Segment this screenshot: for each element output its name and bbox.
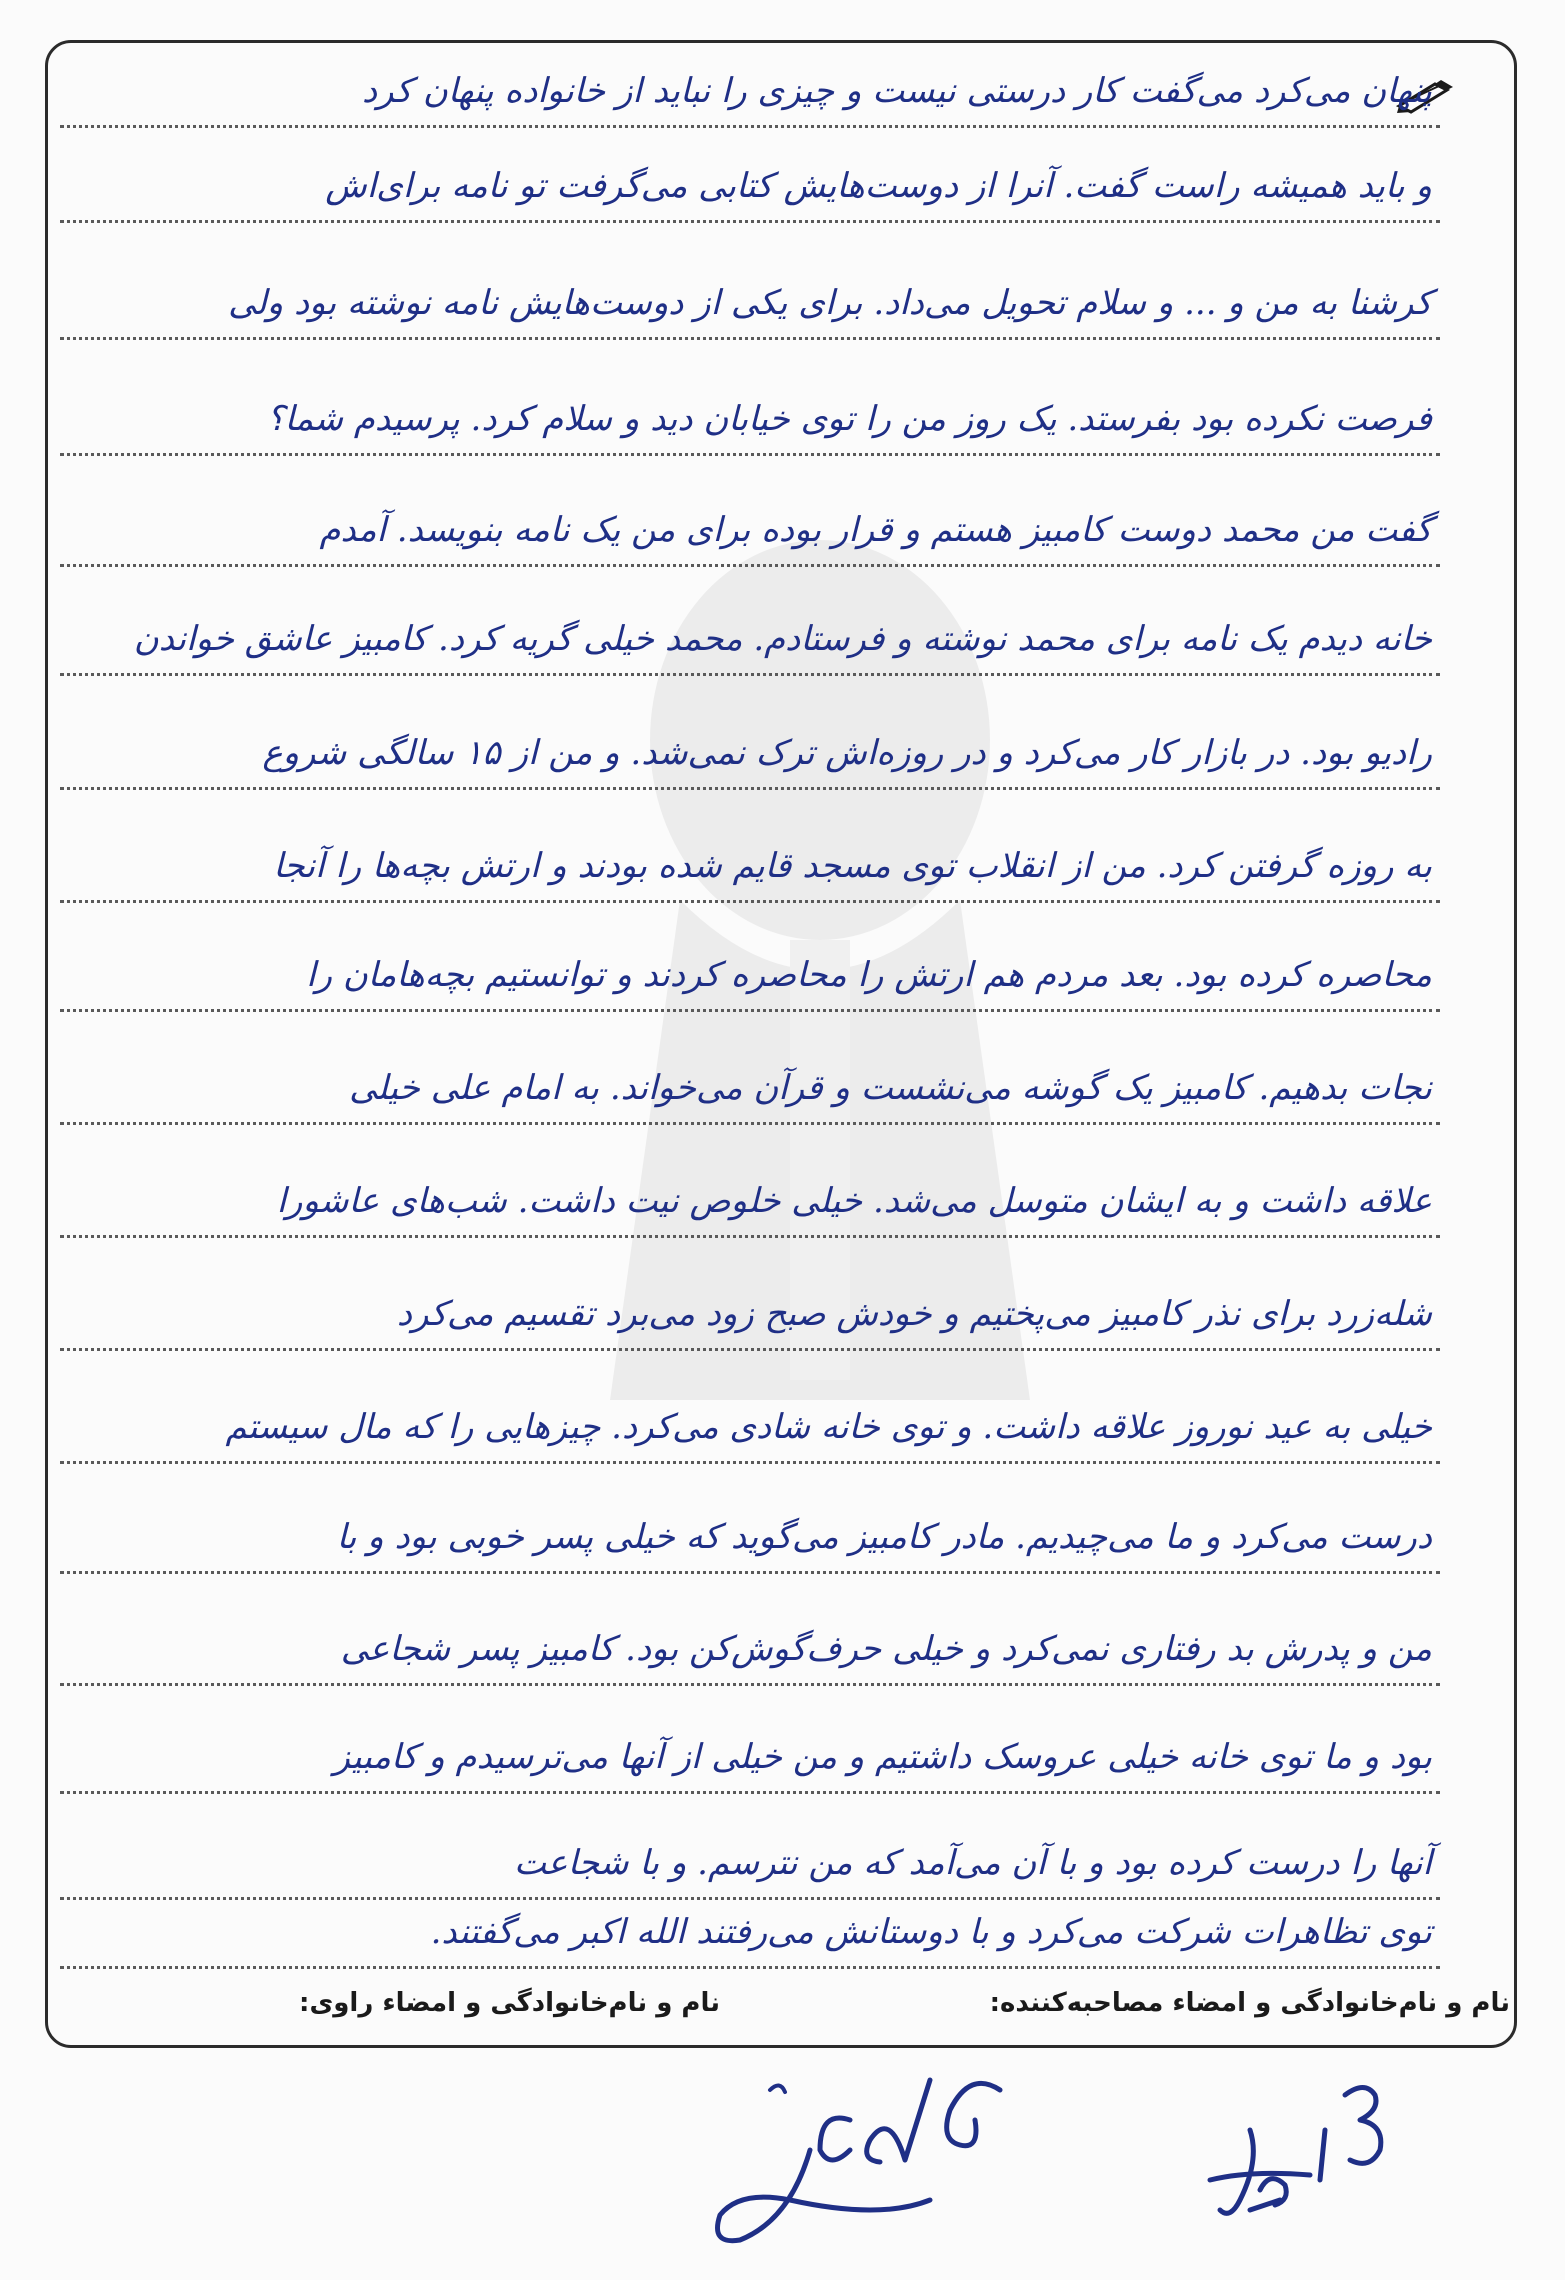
line-text: بود و ما توی خانه خیلی عروسک داشتیم و من خیلی از آنها می‌ترسیدم و کامبیز	[333, 1737, 1432, 1777]
line-text: شله‌زرد برای نذر کامبیز می‌پختیم و خودش صبح زود می‌برد تقسیم می‌کرد	[396, 1294, 1432, 1334]
line-text: نجات بدهیم. کامبیز یک گوشه می‌نشست و قرآن می‌خواند. به امام علی خیلی	[349, 1068, 1432, 1108]
line-text: به روزه گرفتن کرد. من از انقلاب توی مسجد قایم شده بودند و ارتش بچه‌ها را آنجا	[273, 846, 1432, 886]
text-line	[60, 1039, 1440, 1125]
text-line	[60, 926, 1440, 1012]
line-text: محاصره کرده بود. بعد مردم هم ارتش را محاصره کردند و توانستیم بچه‌هامان را	[306, 955, 1432, 995]
text-line	[60, 370, 1440, 456]
line-text: خیلی به عید نوروز علاقه داشت. و توی خانه شادی می‌کرد. چیزهایی را که مال سیستم	[225, 1407, 1432, 1447]
text-line	[60, 1708, 1440, 1794]
text-line	[60, 1883, 1440, 1969]
line-text: گفت من محمد دوست کامبیز هستم و قرار بوده برای من یک نامه بنویسد. آمدم	[319, 510, 1432, 550]
text-line	[60, 704, 1440, 790]
line-text: کرشنا به من و ... و سلام تحویل می‌داد. برای یکی از دوست‌هایش نامه نوشته بود ولی	[228, 283, 1432, 323]
signature-labels	[60, 1988, 1510, 2032]
line-text: خانه دیدم یک نامه برای محمد نوشته و فرستادم. محمد خیلی گریه کرد. کامبیز عاشق خواندن	[133, 619, 1432, 659]
text-line	[60, 137, 1440, 223]
handwritten-text-area	[60, 0, 1440, 2000]
line-text: آنها را درست کرده بود و با آن می‌آمد که من نترسم. و با شجاعت	[514, 1843, 1432, 1883]
narrator-signature-label: نام و نام‌خانوادگی و امضاء راوی:	[299, 1988, 720, 2018]
text-line	[60, 42, 1440, 128]
text-line	[60, 1265, 1440, 1351]
text-line	[60, 1152, 1440, 1238]
line-text: درست می‌کرد و ما می‌چیدیم. مادر کامبیز می‌گوید که خیلی پسر خوبی بود و با	[336, 1517, 1432, 1557]
text-line	[60, 1488, 1440, 1574]
text-line	[60, 1600, 1440, 1686]
line-text: فرصت نکرده بود بفرستد. یک روز من را توی خیابان دید و سلام کرد. پرسیدم شما؟	[266, 399, 1432, 439]
narrator-signature	[1190, 2060, 1410, 2250]
line-text: و باید همیشه راست گفت. آنرا از دوست‌هایش کتابی می‌گرفت تو نامه برای‌اش	[325, 166, 1432, 206]
line-text: رادیو بود. در بازار کار می‌کرد و در روزه‌اش ترک نمی‌شد. و من از ۱۵ سالگی شروع	[262, 733, 1432, 773]
line-text: من و پدرش بد رفتاری نمی‌کرد و خیلی حرف‌گوش‌کن بود. کامبیز پسر شجاعی	[340, 1629, 1432, 1669]
text-line	[60, 590, 1440, 676]
line-text: پنهان می‌کرد می‌گفت کار درستی نیست و چیزی را نباید از خانواده پنهان کرد	[361, 71, 1432, 111]
line-text: علاقه داشت و به ایشان متوسل می‌شد. خیلی خلوص نیت داشت. شب‌های عاشورا	[276, 1181, 1432, 1221]
text-line	[60, 817, 1440, 903]
line-text: توی تظاهرات شرکت می‌کرد و با دوستانش می‌رفتند الله اکبر می‌گفتند.	[430, 1912, 1432, 1952]
interviewer-signature	[700, 2050, 1040, 2260]
interviewer-signature-label: نام و نام‌خانوادگی و امضاء مصاحبه‌کننده:	[989, 1988, 1510, 2018]
text-line	[60, 254, 1440, 340]
text-line	[60, 481, 1440, 567]
text-line	[60, 1378, 1440, 1464]
